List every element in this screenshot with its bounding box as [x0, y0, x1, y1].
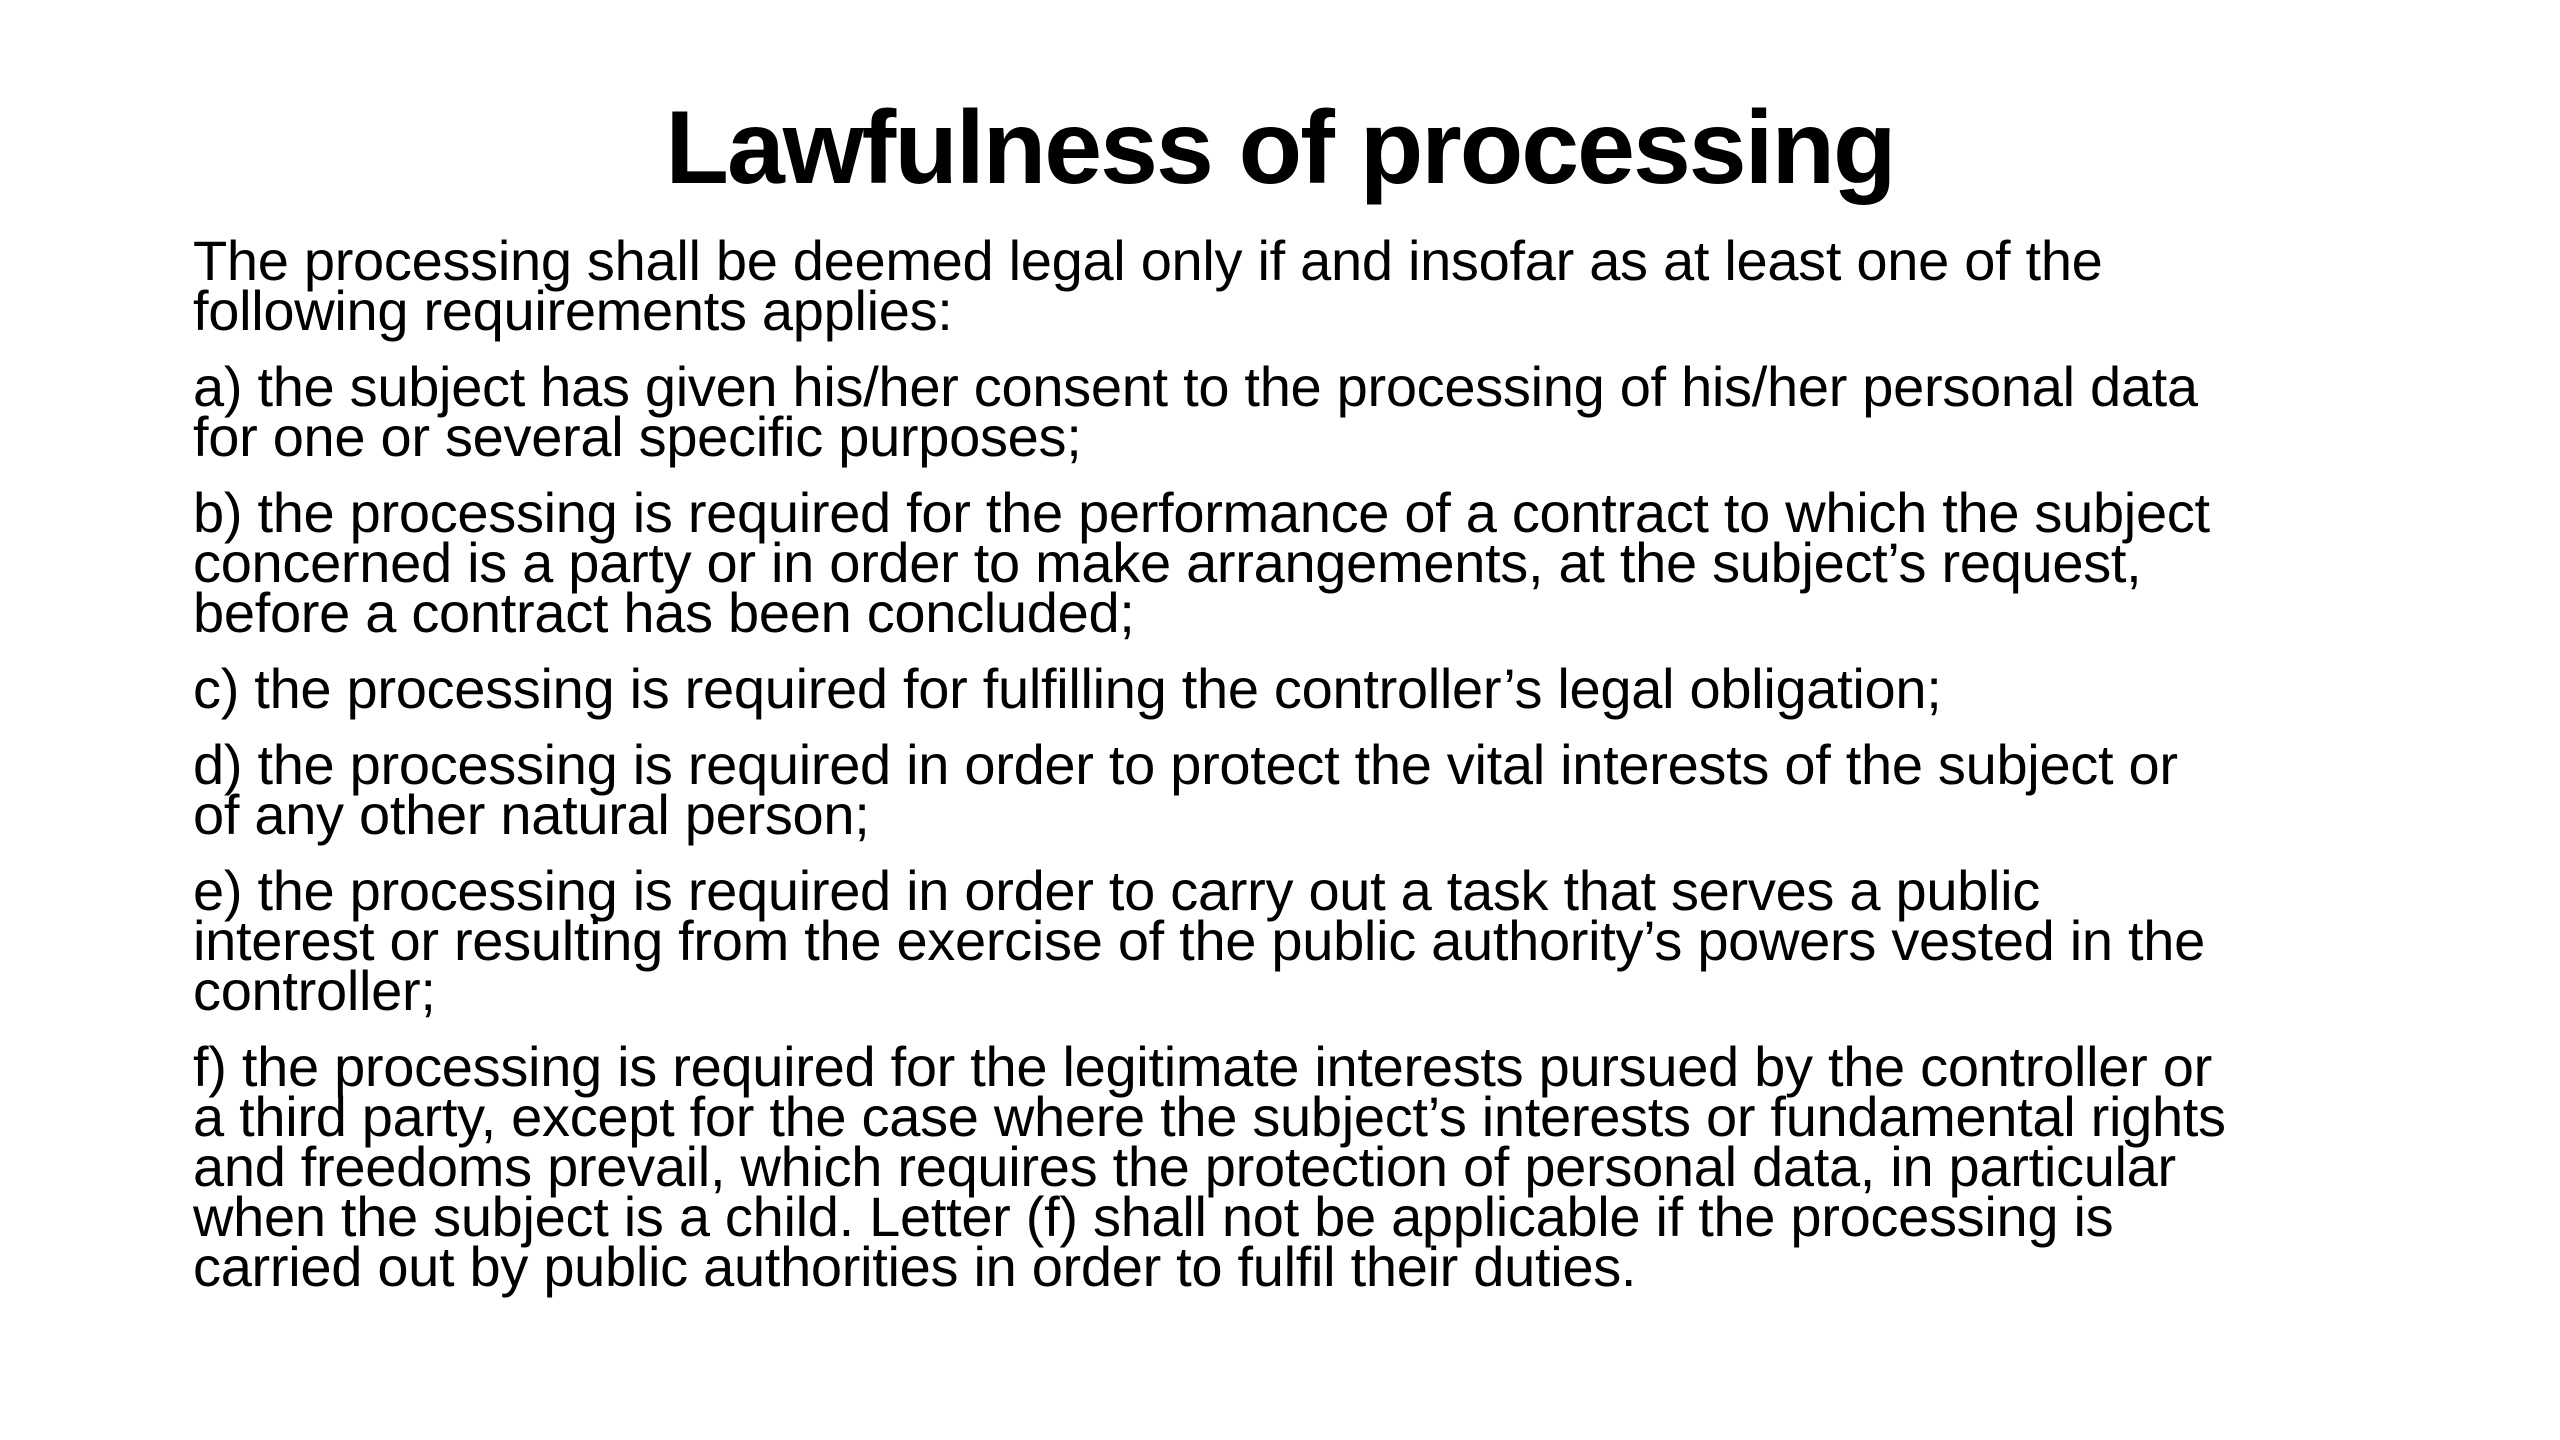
paragraph-item-e: [193, 859, 2433, 1022]
paragraph-line: concerned is a party or in order to make arrangements, at the subject’s request,: [193, 531, 2142, 594]
paragraph-item-a: [193, 355, 2433, 468]
paragraph-line: e) the processing is required in order to carry out a task that serves a public: [193, 859, 2040, 922]
paragraph-line: for one or several specific purposes;: [193, 405, 1082, 468]
paragraph-line: The processing shall be deemed legal only if and insofar as at least one of the: [193, 229, 2103, 292]
paragraph-line: following requirements applies:: [193, 279, 953, 342]
paragraph-line: b) the processing is required for the performance of a contract to which the subject: [193, 481, 2210, 544]
paragraph-line: a third party, except for the case where the subject’s interests or fundamental rights: [193, 1085, 2226, 1148]
paragraph-item-c: [193, 657, 2433, 720]
paragraph-line: and freedoms prevail, which requires the protection of personal data, in particular: [193, 1135, 2176, 1198]
slide-title: Lawfulness of processing: [665, 90, 1895, 206]
paragraph-intro: [193, 229, 2433, 342]
paragraph-line: carried out by public authorities in order to fulfil their duties.: [193, 1235, 1637, 1298]
paragraph-line: before a contract has been concluded;: [193, 581, 1135, 644]
paragraph-line: when the subject is a child. Letter (f) shall not be applicable if the processing is: [193, 1185, 2114, 1248]
paragraph-line: controller;: [193, 959, 436, 1022]
paragraph-line: a) the subject has given his/her consent to the processing of his/her personal data: [193, 355, 2198, 418]
paragraph-item-d: [193, 733, 2433, 846]
paragraph-line: d) the processing is required in order to protect the vital interests of the subject or: [193, 733, 2178, 796]
paragraph-item-b: [193, 481, 2433, 644]
paragraph-line: f) the processing is required for the legitimate interests pursued by the controller or: [193, 1035, 2212, 1098]
slide-body: [193, 229, 2433, 1318]
paragraph-line: c) the processing is required for fulfilling the controller’s legal obligation;: [193, 657, 1942, 720]
paragraph-item-f: [193, 1035, 2433, 1298]
paragraph-line: interest or resulting from the exercise of the public authority’s powers vested in the: [193, 909, 2205, 972]
paragraph-line: of any other natural person;: [193, 783, 870, 846]
